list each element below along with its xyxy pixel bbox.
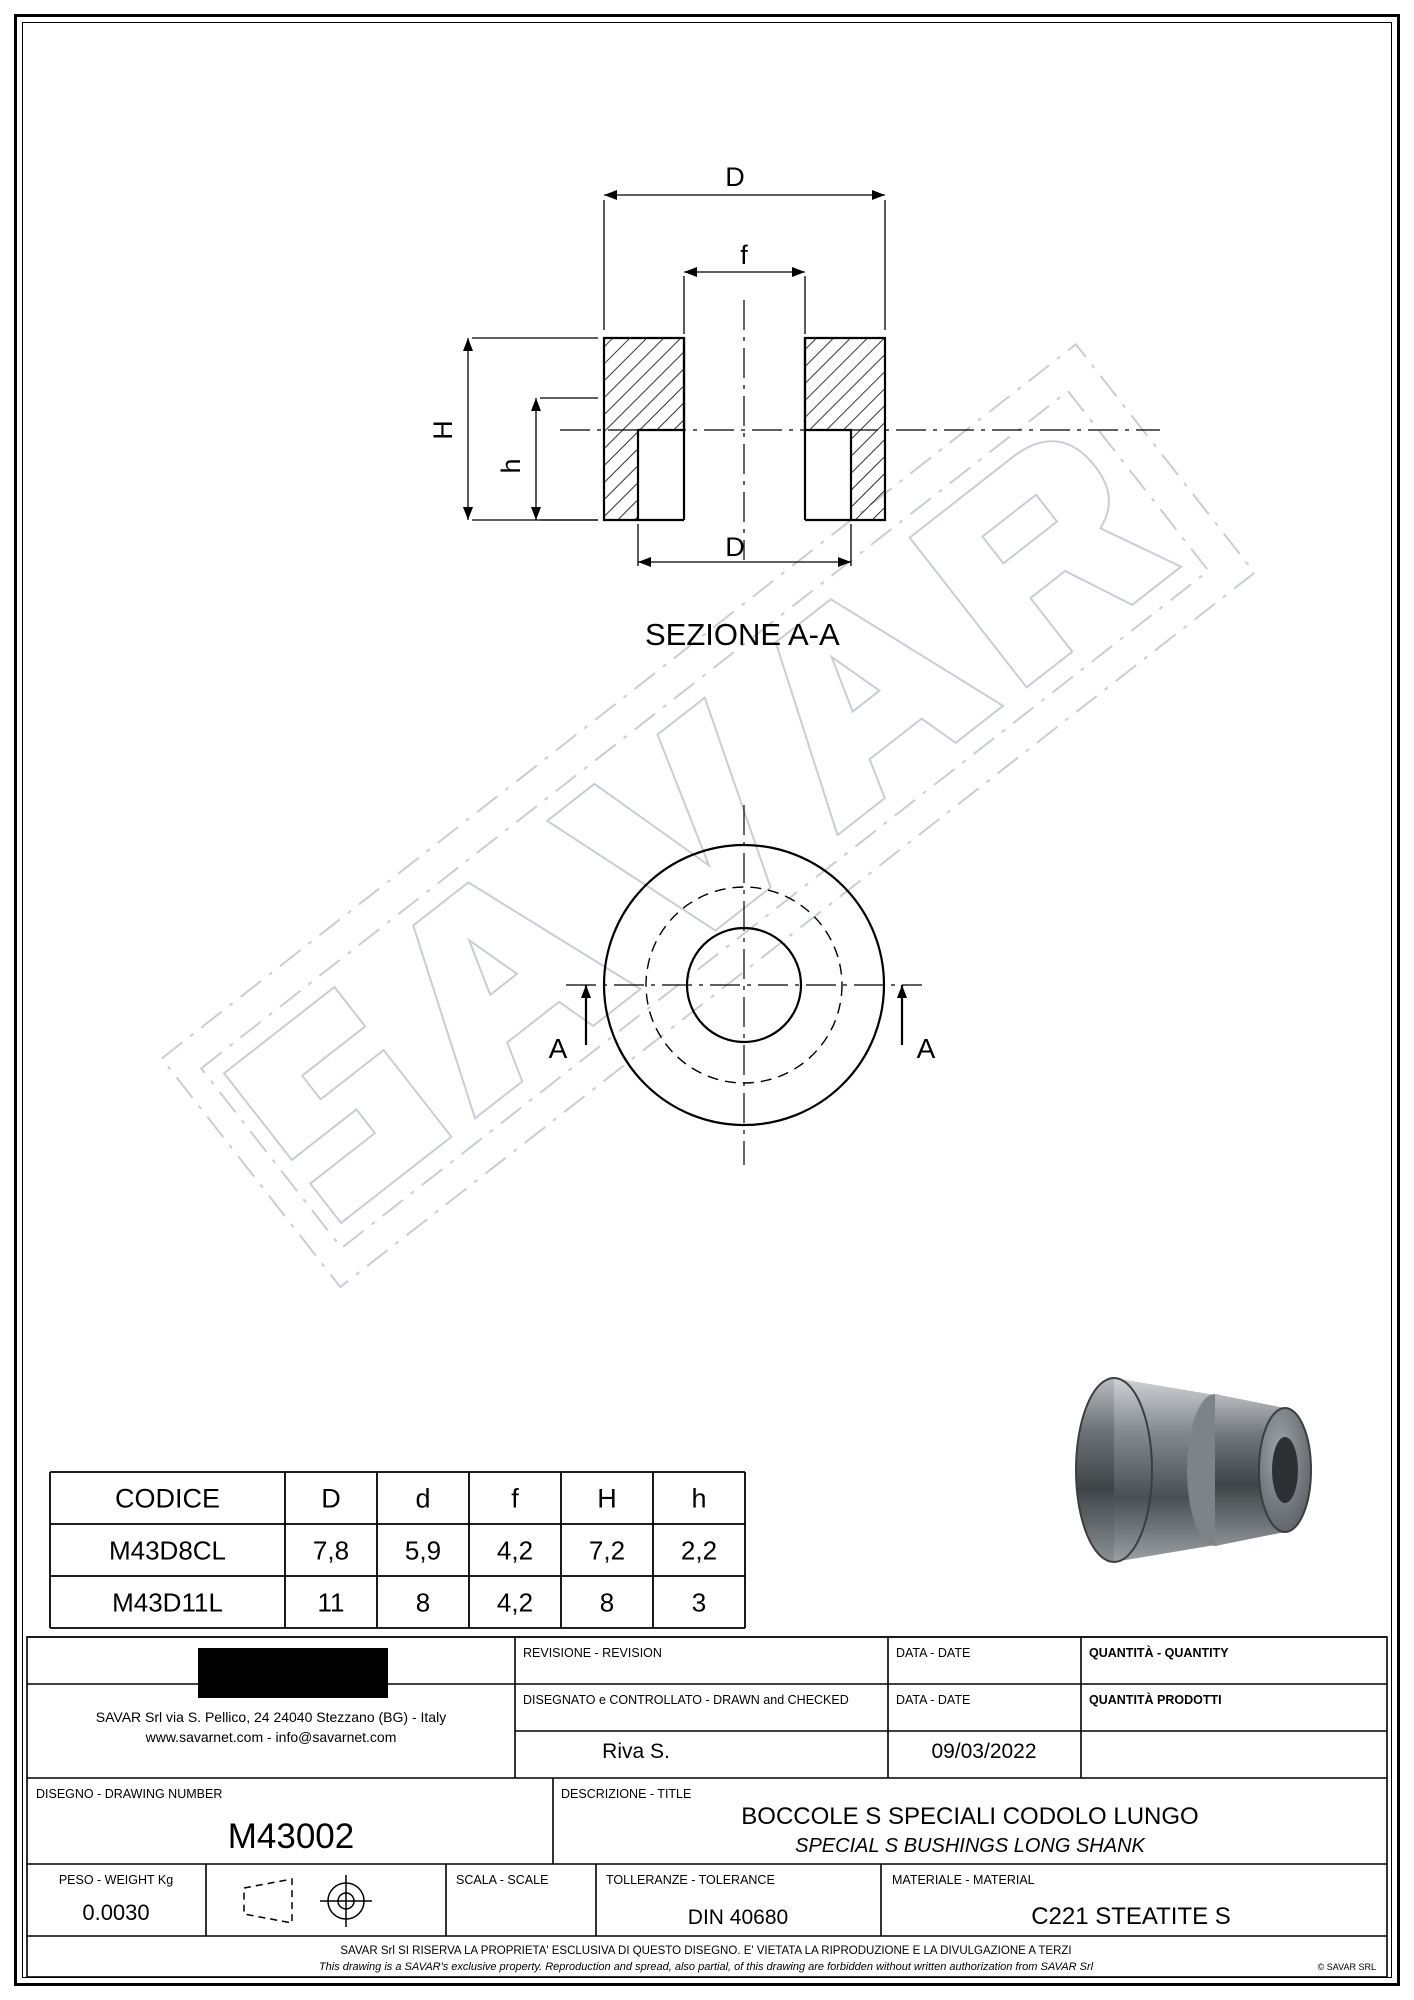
dim-label-D-bottom: D [725, 532, 745, 562]
dim-label-H: H [428, 420, 458, 440]
section-arrow-left [549, 985, 586, 1064]
dim-label-h: h [496, 458, 526, 474]
table-data-cell: 11 [317, 1587, 345, 1618]
section-arrow-right [902, 985, 936, 1064]
drawn-checked-value: Riva S. [602, 1740, 670, 1763]
projection-symbol [244, 1875, 372, 1927]
material-value: C221 STEATITE S [1031, 1903, 1231, 1930]
drawing-number-value: M43002 [227, 1817, 355, 1856]
revision-label: REVISIONE - REVISION [523, 1646, 662, 1660]
dim-h [496, 398, 598, 520]
quantity-label: QUANTITÀ - QUANTITY [1089, 1646, 1229, 1660]
section-view-aa [428, 162, 1160, 652]
quantity-products-label: QUANTITÀ PRODOTTI [1089, 1693, 1222, 1707]
drawing-number-label: DISEGNO - DRAWING NUMBER [36, 1787, 223, 1801]
footer-en: This drawing is a SAVAR's exclusive property. Reproduction and spread, also partial, of this drawing are forbidden without written authorization from SAVAR Srl [318, 1961, 1094, 1973]
section-title: SEZIONE A-A [645, 617, 840, 652]
isometric-render [1076, 1378, 1311, 1562]
dim-label-f: f [740, 240, 748, 270]
company-address-line2: www.savarnet.com - info@savarnet.com [145, 1729, 397, 1745]
table-data-cell: 8 [415, 1587, 431, 1618]
description-en: SPECIAL S BUSHINGS LONG SHANK [795, 1835, 1145, 1857]
dimension-table [48, 1470, 768, 1630]
table-data-cell: 8 [599, 1587, 615, 1618]
drawn-checked-label: DISEGNATO e CONTROLLATO - DRAWN and CHECKED [523, 1693, 849, 1707]
table-header-cell: CODICE [114, 1483, 221, 1514]
table-header-cell: h [691, 1483, 707, 1514]
watermark-frame [162, 344, 1255, 1287]
table-data-cell: 4,2 [496, 1535, 534, 1566]
description-label: DESCRIZIONE - TITLE [561, 1787, 692, 1801]
date-label-1: DATA - DATE [896, 1646, 971, 1660]
table-data-cell: 7,2 [588, 1535, 626, 1566]
section-hatch-right [805, 338, 885, 520]
dim-label-D-top: D [725, 162, 745, 192]
tolerance-value: DIN 40680 [687, 1906, 789, 1929]
tolerance-label: TOLLERANZE - TOLERANCE [606, 1873, 775, 1887]
table-header-cell: f [511, 1483, 519, 1514]
weight-label: PESO - WEIGHT Kg [58, 1873, 174, 1887]
table-header-cell: H [597, 1483, 617, 1514]
table-data-cell: M43D8CL [108, 1535, 227, 1566]
weight-value: 0.0030 [82, 1900, 150, 1925]
svg-text:SAVAR: SAVAR [218, 1654, 368, 1698]
material-label: MATERIALE - MATERIAL [892, 1873, 1035, 1887]
date-label-2: DATA - DATE [896, 1693, 971, 1707]
table-data-cell: 3 [691, 1587, 707, 1618]
section-arrow-label-left: A [548, 1033, 568, 1064]
date-value-2: 09/03/2022 [931, 1740, 1037, 1763]
table-data-cell: 5,9 [404, 1535, 442, 1566]
savar-logo [198, 1648, 388, 1698]
footer-it: SAVAR Srl SI RISERVA LA PROPRIETA' ESCLUSIVA DI QUESTO DISEGNO. E' VIETATA LA RIPRODUZIONE E LA DIVULGAZIONE A TERZI [340, 1945, 1072, 1957]
section-arrow-label-right: A [916, 1033, 936, 1064]
table-data-cell: M43D11L [112, 1587, 223, 1618]
scale-label: SCALA - SCALE [456, 1873, 549, 1887]
copyright-note: © SAVAR SRL [1317, 1962, 1376, 1972]
table-data-cell: 4,2 [496, 1587, 534, 1618]
dim-H [428, 338, 598, 520]
table-data-cell: 2,2 [680, 1535, 718, 1566]
table-data-cell: 7,8 [312, 1535, 350, 1566]
description-it: BOCCOLE S SPECIALI CODOLO LUNGO [741, 1803, 1199, 1830]
table-header-cell: D [321, 1483, 341, 1514]
section-hatch-left [604, 338, 684, 520]
title-block [26, 1636, 1388, 1978]
company-address-line1: SAVAR Srl via S. Pellico, 24 24040 Stezzano (BG) - Italy [95, 1709, 447, 1725]
table-header-cell: d [415, 1483, 431, 1514]
